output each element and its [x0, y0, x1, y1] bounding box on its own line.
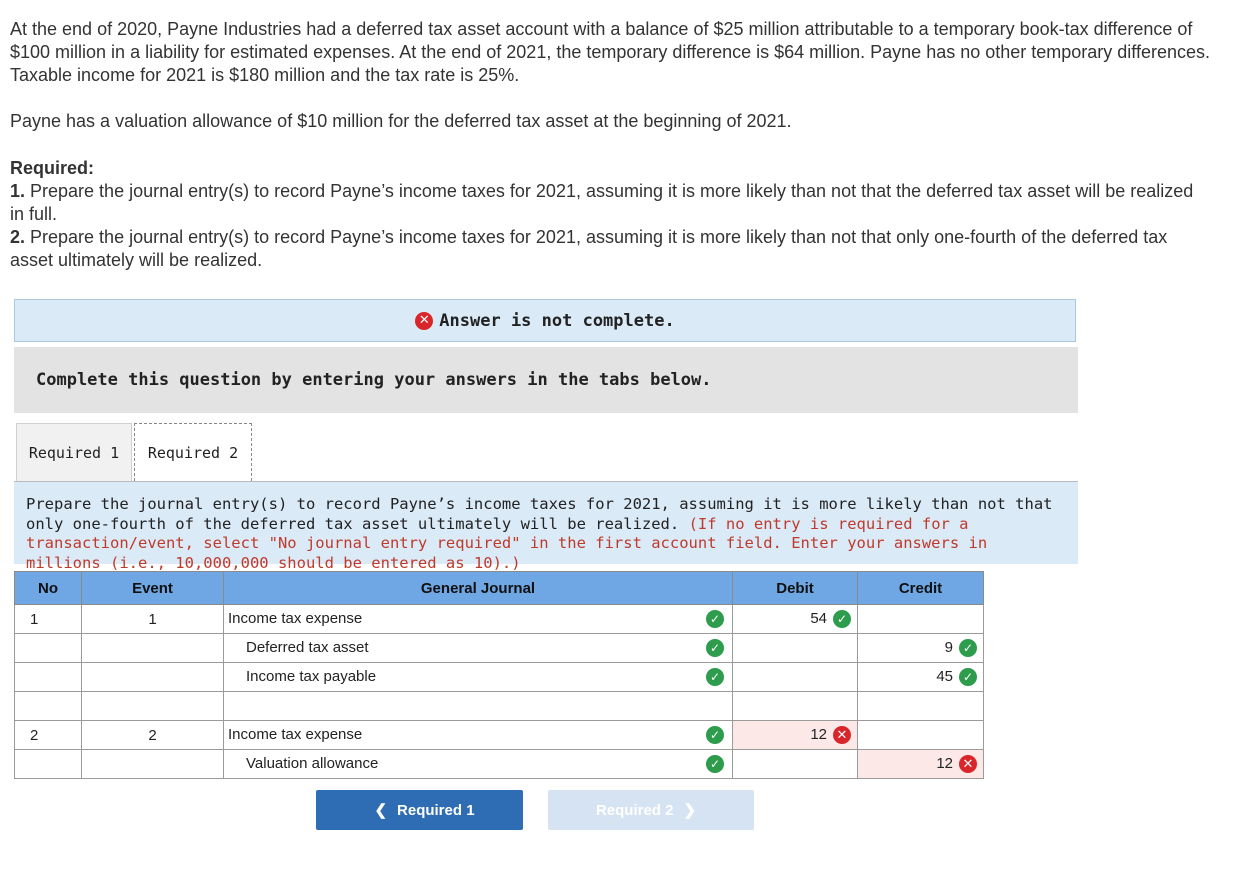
- credit-cell[interactable]: [858, 721, 984, 750]
- event-cell: [82, 634, 224, 663]
- account-cell[interactable]: [224, 692, 733, 721]
- account-name: Income tax expense: [228, 610, 363, 627]
- event-cell: 1: [82, 605, 224, 634]
- check-circle-icon: ✓: [706, 639, 724, 657]
- journal-header-row: [15, 572, 984, 605]
- account-cell[interactable]: [224, 634, 733, 663]
- debit-cell[interactable]: [733, 605, 858, 634]
- table-row: [15, 605, 984, 634]
- tab-strip: [16, 423, 1078, 481]
- prev-button-label: Required 1: [397, 801, 475, 819]
- required-block: [10, 157, 1210, 272]
- account-name: Income tax expense: [228, 726, 363, 743]
- table-row: [15, 634, 984, 663]
- entry-number-cell: [15, 692, 82, 721]
- debit-cell[interactable]: [733, 692, 858, 721]
- required-heading: Required:: [10, 158, 95, 178]
- credit-cell[interactable]: [858, 750, 984, 779]
- check-circle-icon: ✓: [959, 668, 977, 686]
- instruction-text: Complete this question by entering your answers in the tabs below.: [36, 370, 712, 390]
- prev-required-button[interactable]: [316, 790, 523, 830]
- instruction-bar: [14, 347, 1078, 413]
- next-button-label: Required 2: [595, 801, 674, 819]
- credit-cell[interactable]: [858, 605, 984, 634]
- account-cell[interactable]: [224, 605, 733, 634]
- entry-number: 2: [30, 726, 39, 744]
- tab-required-2[interactable]: Required 2: [134, 423, 252, 481]
- event-cell: [82, 692, 224, 721]
- credit-cell[interactable]: [858, 663, 984, 692]
- tab-required-1[interactable]: Required 1: [16, 423, 132, 481]
- entry-number: 1: [30, 610, 39, 628]
- check-circle-icon: ✓: [706, 610, 724, 628]
- account-cell[interactable]: [224, 663, 733, 692]
- table-row: [15, 663, 984, 692]
- required-1-text: 1. Prepare the journal entry(s) to record Payne’s income taxes for 2021, assuming it is more likely than not that the deferred tax asset will be realized in full.: [10, 181, 1194, 224]
- prompt-text: Prepare the journal entry(s) to record Payne’s income taxes for 2021, assuming it is more likely than not that only one-fourth of the deferred tax asset ultimately will be realized.: [26, 495, 1053, 533]
- x-circle-icon: ✕: [959, 755, 977, 773]
- journal-body: [15, 605, 984, 779]
- chevron-left-icon: ❮: [374, 802, 388, 819]
- account-name: Valuation allowance: [246, 755, 379, 772]
- entry-number-cell: [15, 750, 82, 779]
- entry-number-cell: [15, 663, 82, 692]
- debit-cell[interactable]: [733, 663, 858, 692]
- account-cell[interactable]: [224, 721, 733, 750]
- entry-number-cell: [15, 605, 82, 634]
- check-circle-icon: ✓: [706, 755, 724, 773]
- chevron-right-icon: ❯: [683, 802, 697, 819]
- credit-cell[interactable]: [858, 634, 984, 663]
- status-text: Answer is not complete.: [439, 310, 675, 331]
- entry-number-cell: [15, 634, 82, 663]
- table-row: [15, 692, 984, 721]
- col-header-debit: Debit: [733, 572, 858, 605]
- check-circle-icon: ✓: [959, 639, 977, 657]
- account-name: Deferred tax asset: [246, 639, 369, 656]
- x-circle-icon: ✕: [415, 312, 433, 330]
- credit-value: 45: [936, 668, 953, 685]
- x-circle-icon: ✕: [833, 726, 851, 744]
- credit-cell[interactable]: [858, 692, 984, 721]
- debit-cell[interactable]: [733, 634, 858, 663]
- debit-value: 54: [810, 610, 827, 627]
- question-paragraph-2: Payne has a valuation allowance of $10 million for the deferred tax asset at the beginning of 2021.: [10, 111, 792, 131]
- next-required-button[interactable]: [548, 790, 754, 830]
- table-row: [15, 721, 984, 750]
- check-circle-icon: ✓: [833, 610, 851, 628]
- table-row: [15, 750, 984, 779]
- debit-value: 12: [810, 726, 827, 743]
- tab-prompt: [14, 482, 1078, 572]
- required-2-text: 2. Prepare the journal entry(s) to record Payne’s income taxes for 2021, assuming it is more likely than not that only one-fourth of the deferred tax asset ultimately will be realized.: [10, 227, 1168, 270]
- account-cell[interactable]: [224, 750, 733, 779]
- debit-cell[interactable]: [733, 721, 858, 750]
- question-paragraph-1: At the end of 2020, Payne Industries had a deferred tax asset account with a balance of $25 million attributable to a temporary book-tax difference of $100 million in a liability for estimated expenses. At the end of 2021, the temporary difference is $64 million. Payne has no other temporary differences. Taxable income for 2021 is $180 million and the tax rate is 25%.: [10, 19, 1211, 85]
- journal-table: [14, 571, 984, 779]
- event-cell: 2: [82, 721, 224, 750]
- prompt-hint: (If no entry is required for a transaction/event, select "No journal entry required" in the first account field. Enter your answers in millions (i.e., 10,000,000 should be entered as 10).): [26, 514, 988, 572]
- check-circle-icon: ✓: [706, 668, 724, 686]
- entry-number-cell: [15, 721, 82, 750]
- event-cell: [82, 663, 224, 692]
- col-header-no: No: [15, 572, 82, 605]
- col-header-credit: Credit: [858, 572, 984, 605]
- event-cell: [82, 750, 224, 779]
- col-header-general-journal: General Journal: [224, 572, 733, 605]
- credit-value: 12: [936, 755, 953, 772]
- answer-status-bar: [14, 299, 1076, 342]
- col-header-event: Event: [82, 572, 224, 605]
- credit-value: 9: [944, 639, 953, 656]
- account-name: Income tax payable: [246, 668, 377, 685]
- check-circle-icon: ✓: [706, 726, 724, 744]
- debit-cell[interactable]: [733, 750, 858, 779]
